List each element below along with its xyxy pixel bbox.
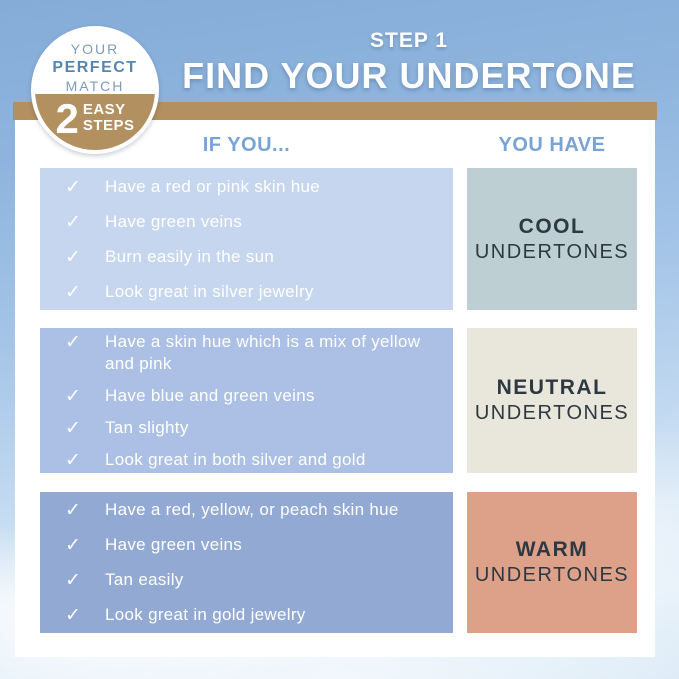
list-item [65, 211, 453, 233]
list-item [65, 331, 453, 375]
undertone-row-warm [15, 492, 655, 633]
list-item-text: Have blue and green veins [105, 385, 315, 405]
list-item-text: Look great in both silver and gold [105, 449, 366, 469]
result-title: COOL [518, 214, 586, 238]
undertone-row-neutral [15, 328, 655, 473]
badge-top-text [35, 40, 155, 95]
list-item-text: Burn easily in the sun [105, 246, 275, 266]
badge-line-match: MATCH [65, 78, 125, 94]
list-item-text: Look great in gold jewelry [105, 605, 306, 624]
step-label: STEP 1 [370, 29, 448, 52]
list-item [65, 499, 453, 521]
page-title: FIND YOUR UNDERTONE [182, 55, 636, 96]
checkmark-icon: ✓ [65, 175, 81, 198]
cool-result-box [467, 168, 637, 310]
result-title: NEUTRAL [496, 376, 608, 399]
badge-steps-label: STEPS [82, 116, 135, 134]
list-item [65, 449, 453, 471]
neutral-checklist [40, 328, 453, 473]
warm-result-box [467, 492, 637, 633]
result-title: WARM [515, 538, 589, 561]
badge-easy-steps [83, 102, 135, 134]
list-item [65, 534, 453, 556]
badge-steps-section [35, 94, 155, 150]
cool-checklist [40, 168, 453, 310]
column-header-you-have: YOU HAVE [498, 134, 606, 156]
checkmark-icon: ✓ [65, 604, 81, 626]
list-item-text: Have a skin hue which is a mix of yellow and pink [105, 331, 421, 373]
badge-line-perfect: PERFECT [52, 59, 138, 76]
undertone-row-cool [15, 168, 655, 310]
list-item [65, 604, 453, 626]
list-item-text: Have a red, yellow, or peach skin hue [105, 500, 399, 519]
checkmark-icon: ✓ [65, 534, 81, 556]
list-item [65, 417, 453, 439]
list-item [65, 176, 453, 198]
warm-checklist [40, 492, 453, 633]
neutral-result-box [467, 328, 637, 473]
checkmark-icon: ✓ [65, 499, 81, 521]
checkmark-icon: ✓ [65, 330, 81, 353]
checkmark-icon: ✓ [65, 448, 81, 471]
list-item-text: Tan easily [105, 570, 184, 589]
checkmark-icon: ✓ [65, 384, 81, 407]
column-header-if-you: IF YOU... [202, 134, 291, 156]
checkmark-icon: ✓ [65, 245, 81, 268]
list-item [65, 569, 453, 591]
list-item-text: Have green veins [105, 211, 243, 231]
checkmark-icon: ✓ [65, 210, 81, 233]
result-subtitle: UNDERTONES [474, 564, 630, 586]
checkmark-icon: ✓ [65, 569, 81, 591]
perfect-match-badge [31, 26, 159, 154]
content-panel [15, 116, 655, 657]
list-item [65, 246, 453, 268]
badge-easy-label: EASY [82, 100, 126, 118]
list-item-text: Tan slighty [105, 417, 189, 437]
checkmark-icon: ✓ [65, 416, 81, 439]
badge-step-number: 2 [55, 94, 79, 142]
result-subtitle: UNDERTONES [474, 402, 630, 424]
list-item [65, 281, 453, 303]
result-subtitle: UNDERTONES [474, 240, 630, 263]
list-item [65, 385, 453, 407]
list-item-text: Look great in silver jewelry [105, 281, 314, 301]
list-item-text: Have green veins [105, 535, 243, 554]
badge-line-your: YOUR [70, 41, 120, 57]
page-header [159, 28, 659, 96]
checkmark-icon: ✓ [65, 280, 81, 303]
list-item-text: Have a red or pink skin hue [105, 176, 321, 196]
